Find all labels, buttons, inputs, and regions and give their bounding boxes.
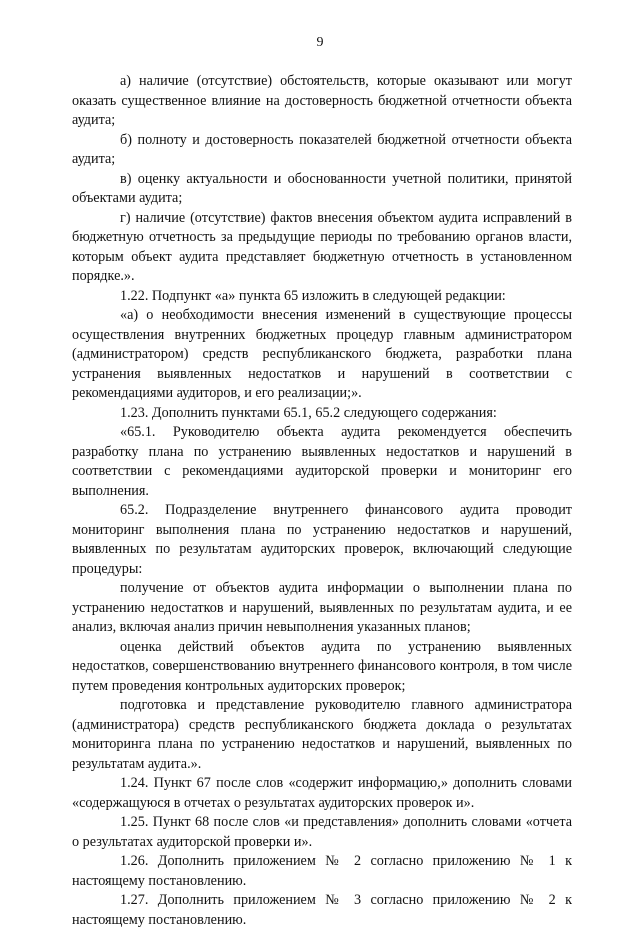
paragraph-a-circumstances: а) наличие (отсутствие) обстоятельств, которые оказывают или могут оказать существенное влияние на достоверность бюджетной отчетности объекта аудита;	[72, 73, 572, 128]
paragraph-g-corrections: г) наличие (отсутствие) фактов внесения объектом аудита исправлений в бюджетную отчетность за предыдущие периоды по требованию органов власти, которым объект аудита представляет бюджетную отчетность в установленном порядке.».	[72, 209, 572, 284]
paragraph-b-completeness: б) полноту и достоверность показателей бюджетной отчетности объекта аудита;	[72, 131, 572, 167]
clause-65-1: «65.1. Руководителю объекта аудита рекомендуется обеспечить разработку плана по устранению выявленных недостатков и нарушений в соответствии с рекомендациями аудиторской проверки и мониторинг его выполнения.	[72, 424, 572, 499]
document-body	[72, 72, 572, 930]
clause-1-22-text: «а) о необходимости внесения изменений в существующие процессы осуществления внутренних бюджетных процедур главным администратором (администратором) средств республиканского бюджета, разработки плана устранения выявленных недостатков и нарушений в соответствии с рекомендациями аудиторов, и его реализации;».	[72, 307, 572, 401]
paragraph-v-accounting-policy: в) оценку актуальности и обоснованности учетной политики, принятой объектами аудита;	[72, 170, 572, 206]
page-number: 9	[316, 35, 324, 50]
clause-1-27: 1.27. Дополнить приложением № 3 согласно приложению № 2 к настоящему постановлению.	[72, 892, 572, 928]
procedure-report: подготовка и представление руководителю главного администратора (администратора) средств республиканского бюджета доклада о результатах мониторинга плана по устранению недостатков и нарушений, выявленных по результатам аудита.».	[72, 697, 572, 772]
clause-65-2: 65.2. Подразделение внутреннего финансового аудита проводит мониторинг выполнения плана по устранению недостатков и нарушений, выявленных по результатам аудиторских проверок, включающий следующие процедуры:	[72, 502, 572, 577]
clause-1-25: 1.25. Пункт 68 после слов «и представления» дополнить словами «отчета о результатах аудиторской проверки и».	[72, 814, 572, 850]
clause-1-22: 1.22. Подпункт «а» пункта 65 изложить в следующей редакции:	[120, 287, 506, 304]
procedure-receiving-info: получение от объектов аудита информации о выполнении плана по устранению недостатков и нарушений, выявленных по результатам аудита, и ее анализ, включая анализ причин невыполнения указанных планов;	[72, 580, 572, 635]
procedure-assessment: оценка действий объектов аудита по устранению выявленных недостатков, совершенствованию внутреннего финансового контроля, в том числе путем проведения контрольных аудиторских проверок;	[72, 638, 572, 694]
clause-1-24: 1.24. Пункт 67 после слов «содержит информацию,» дополнить словами «содержащуюся в отчетах о результатах аудиторских проверок и».	[72, 775, 572, 811]
clause-1-26: 1.26. Дополнить приложением № 2 согласно приложению № 1 к настоящему постановлению.	[72, 853, 572, 889]
clause-1-23: 1.23. Дополнить пунктами 65.1, 65.2 следующего содержания:	[120, 404, 497, 421]
